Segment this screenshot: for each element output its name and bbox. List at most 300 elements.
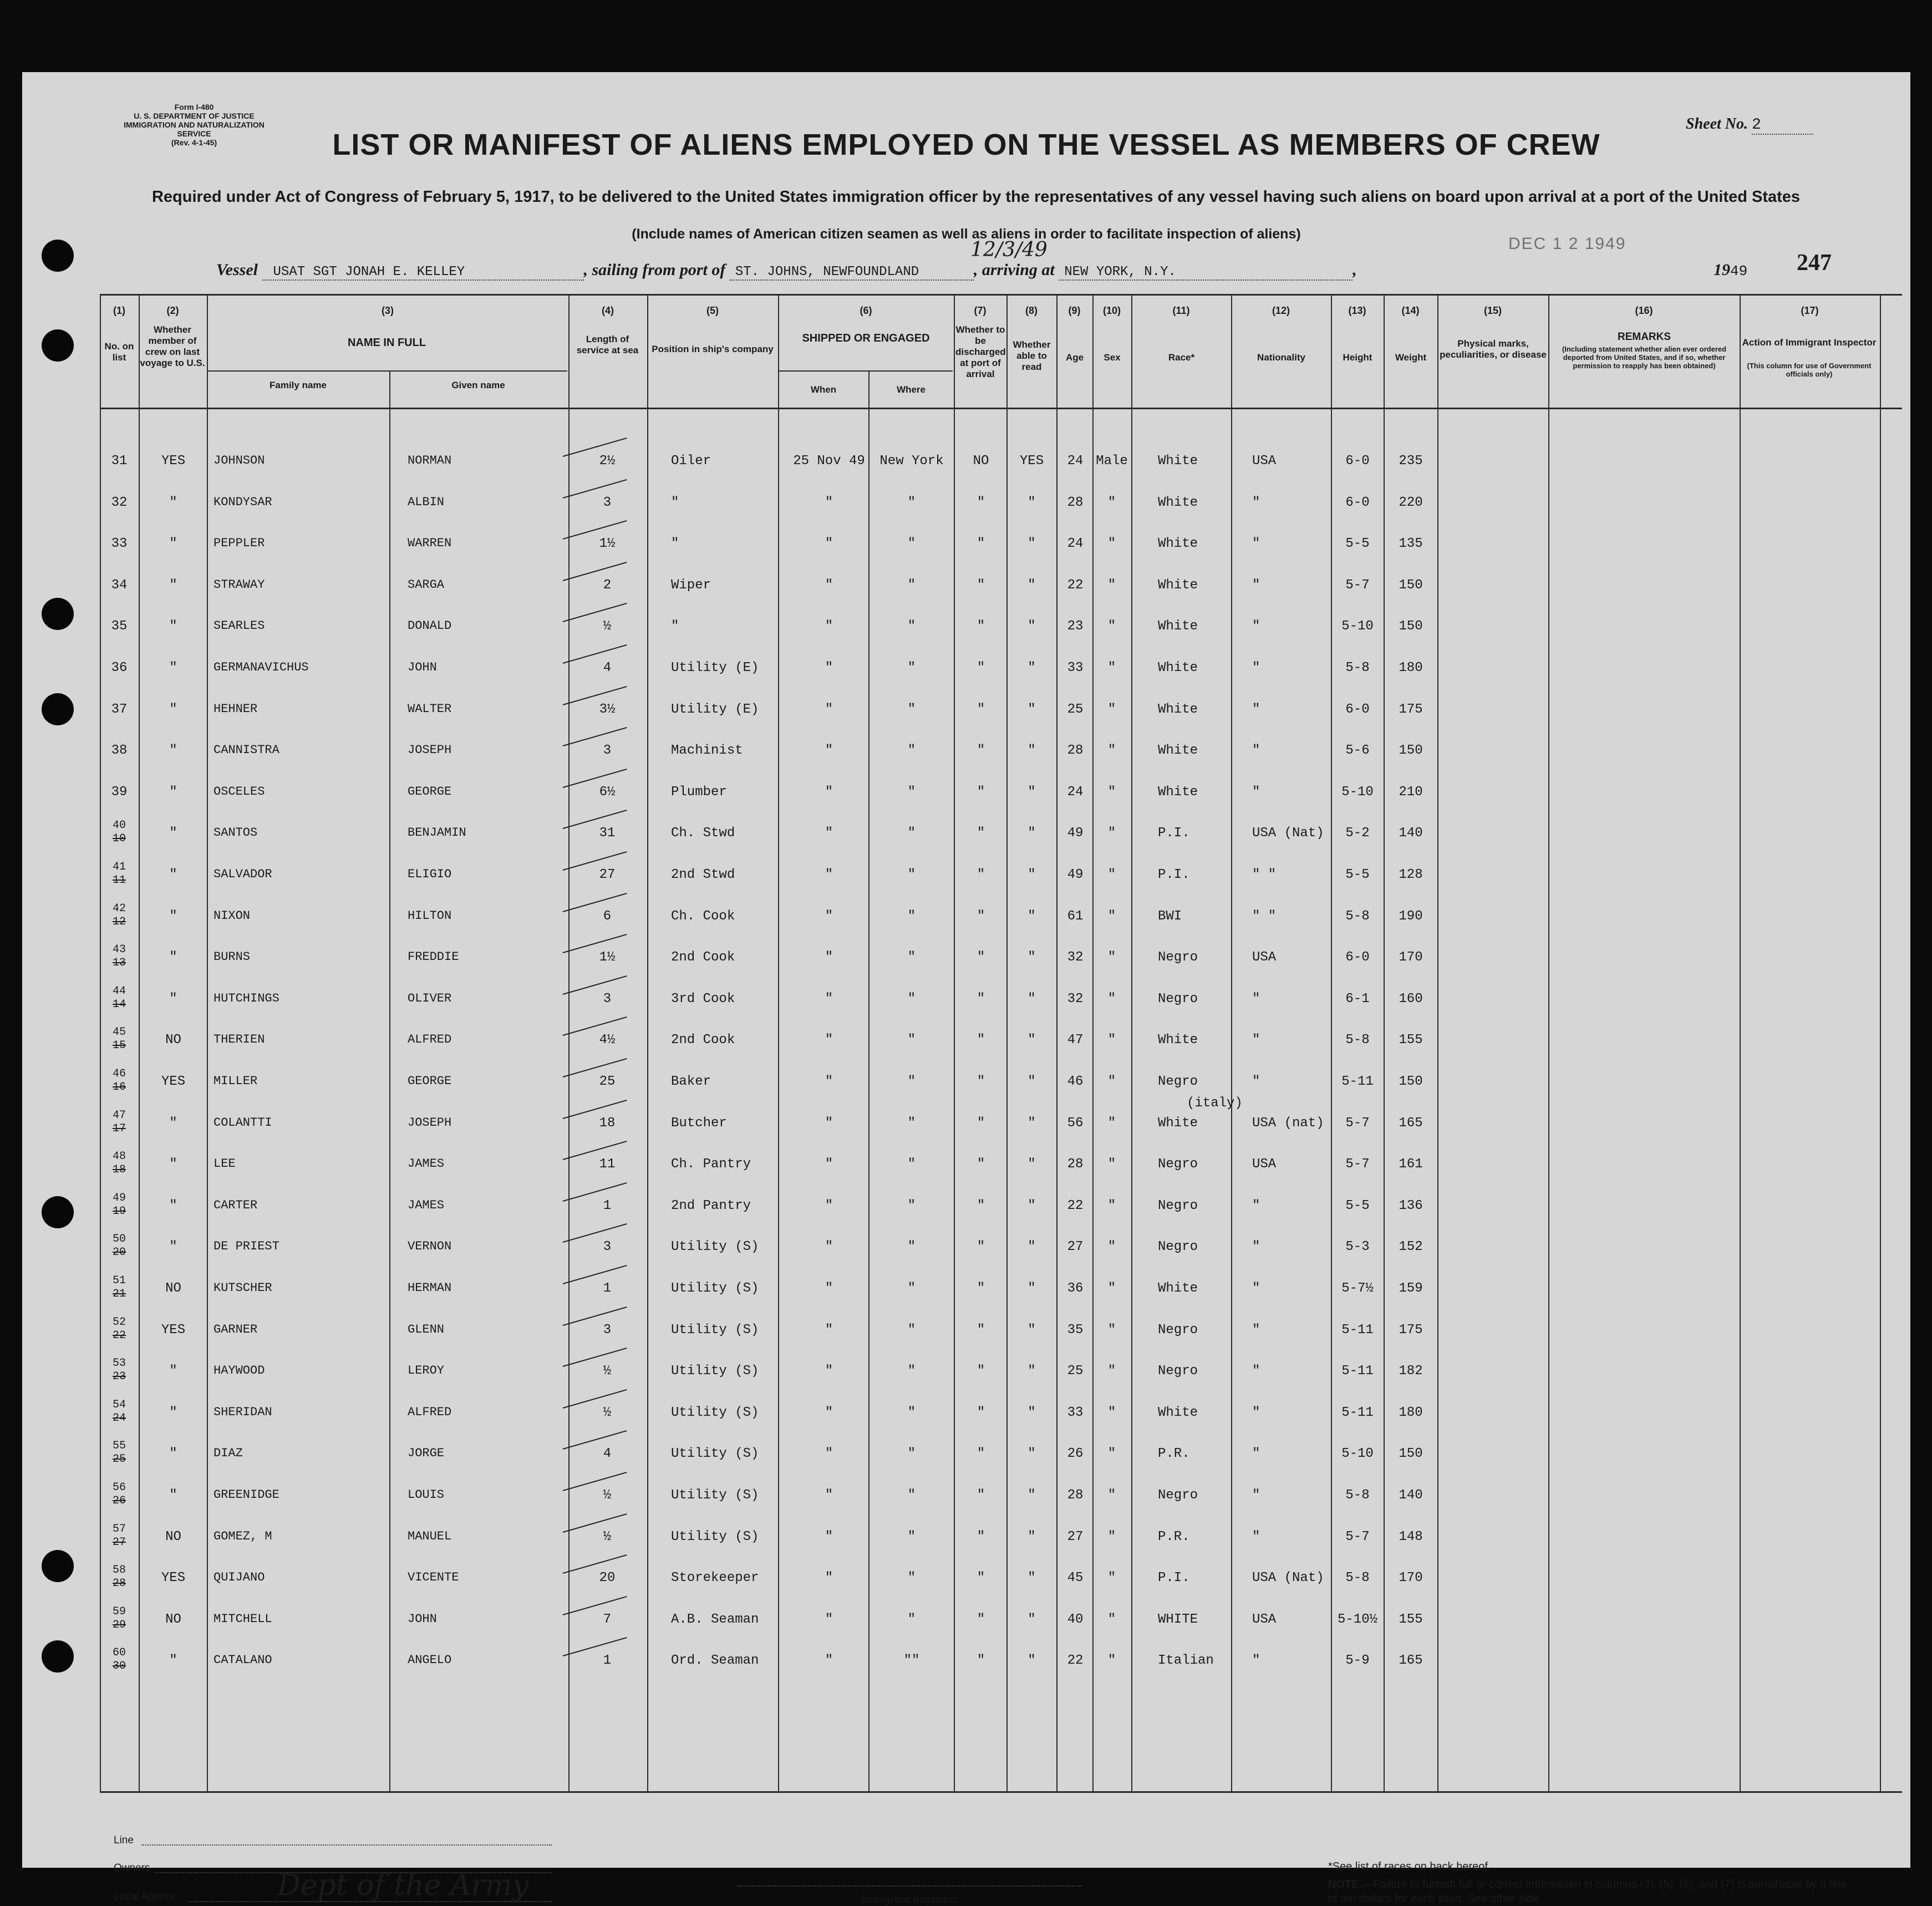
- cell-race: White: [1158, 578, 1198, 593]
- cell-when: ": [825, 1281, 833, 1296]
- cell-read: ": [1028, 536, 1036, 551]
- cell-height: 5-8: [1345, 1488, 1370, 1503]
- cell-position: Butcher: [671, 1116, 727, 1131]
- cell-weight: 165: [1399, 1653, 1423, 1668]
- cell-height: 5-11: [1341, 1405, 1374, 1420]
- arriving-port: NEW YORK, N.Y.: [1059, 265, 1353, 281]
- cell-age: 32: [1067, 950, 1084, 965]
- cell-where: ": [907, 619, 916, 634]
- cell-family: CARTER: [213, 1198, 258, 1212]
- cell-nat: ": [1252, 785, 1260, 800]
- cell-last: ": [169, 743, 177, 758]
- cell-last: ": [169, 1157, 177, 1172]
- cell-service: ½: [603, 1405, 612, 1420]
- cell-weight: 165: [1399, 1116, 1423, 1131]
- cell-disch: ": [977, 1653, 985, 1668]
- cell-given: OLIVER: [408, 992, 452, 1005]
- header-weight: Weight: [1395, 352, 1427, 363]
- cell-weight: 182: [1399, 1364, 1423, 1379]
- cell-sex: ": [1107, 1446, 1116, 1461]
- cell-height: 5-10½: [1337, 1612, 1377, 1627]
- cell-position: ": [671, 495, 679, 510]
- cell-weight: 170: [1399, 950, 1423, 965]
- prior-row-number: 16: [112, 1081, 126, 1094]
- cell-weight: 128: [1399, 867, 1423, 882]
- row-number: 45: [112, 1026, 126, 1039]
- cell-where: ": [907, 1157, 916, 1172]
- header-name-in-full: NAME IN FULL: [347, 337, 426, 349]
- cell-race: White: [1158, 495, 1198, 510]
- cell-where: ": [907, 536, 916, 551]
- cell-given: ALFRED: [408, 1405, 452, 1419]
- column-number: (8): [1025, 305, 1038, 316]
- cell-given: HERMAN: [408, 1281, 452, 1295]
- cell-service: 11: [599, 1157, 616, 1172]
- cell-race: Negro: [1158, 1239, 1198, 1254]
- cell-read: ": [1028, 1612, 1036, 1627]
- cell-height: 5-7: [1345, 1116, 1370, 1131]
- cell-sex: ": [1107, 743, 1116, 758]
- cell-read: ": [1028, 1653, 1036, 1668]
- cell-disch: NO: [973, 454, 989, 469]
- cell-family: COLANTTI: [213, 1116, 272, 1130]
- cell-age: 36: [1067, 1281, 1084, 1296]
- cell-age: 24: [1067, 454, 1084, 469]
- cell-height: 5-9: [1345, 1653, 1370, 1668]
- column-rule: [1331, 294, 1332, 1792]
- cell-last: NO: [165, 1529, 181, 1544]
- cell-given: SARGA: [408, 578, 445, 592]
- prior-row-number: 13: [112, 957, 126, 969]
- cell-race: White: [1158, 1281, 1198, 1296]
- cell-nat: ": [1252, 1033, 1260, 1048]
- cell-when: ": [825, 1529, 833, 1544]
- cell-service: 18: [599, 1116, 616, 1131]
- cell-where: New York: [879, 454, 944, 469]
- column-number: (17): [1801, 305, 1819, 316]
- cell-service: ½: [603, 1529, 612, 1544]
- cell-last: YES: [161, 1074, 186, 1089]
- column-rule: [568, 294, 570, 1792]
- cell-height: 5-5: [1345, 1198, 1370, 1213]
- form-instruction: (Include names of American citizen seamen as well as aliens in order to facilitate inspection of aliens): [632, 226, 1301, 242]
- cell-nat: ": [1252, 743, 1260, 758]
- cell-sex: ": [1107, 1281, 1116, 1296]
- cell-last: ": [169, 578, 177, 593]
- cell-when: ": [825, 1364, 833, 1379]
- cell-position: Machinist: [671, 743, 743, 758]
- column-number: (10): [1102, 305, 1121, 316]
- cell-nat: ": [1252, 1198, 1260, 1213]
- cell-height: 5-7: [1345, 578, 1370, 593]
- cell-disch: ": [977, 785, 985, 800]
- vessel-name: USAT SGT JONAH E. KELLEY: [262, 265, 584, 281]
- cell-disch: ": [977, 992, 985, 1007]
- cell-nat: ": [1252, 702, 1260, 717]
- cell-family: LEE: [213, 1157, 236, 1171]
- cell-read: ": [1028, 1529, 1036, 1544]
- binder-hole: [42, 693, 74, 725]
- cell-last: YES: [161, 1570, 186, 1585]
- table-top-border: [100, 294, 1902, 296]
- column-rule: [1548, 294, 1549, 1792]
- cell-age: 40: [1067, 1612, 1084, 1627]
- cell-when: ": [825, 909, 833, 924]
- cell-read: ": [1028, 867, 1036, 882]
- cell-nat: USA (Nat): [1252, 826, 1324, 841]
- column-rule: [1437, 294, 1438, 1792]
- row-number: 34: [111, 578, 128, 593]
- column-rule: [1384, 294, 1385, 1792]
- cell-age: 33: [1067, 660, 1084, 675]
- cell-position: Plumber: [671, 785, 727, 800]
- cell-disch: ": [977, 867, 985, 882]
- cell-disch: ": [977, 1074, 985, 1089]
- cell-disch: ": [977, 1281, 985, 1296]
- cell-race: Negro: [1158, 950, 1198, 965]
- cell-weight: 155: [1399, 1612, 1423, 1627]
- cell-nat: ": [1252, 1529, 1260, 1544]
- cell-last: ": [169, 660, 177, 675]
- row-number: 55: [112, 1440, 126, 1452]
- cell-family: CATALANO: [213, 1653, 272, 1667]
- cell-age: 61: [1067, 909, 1084, 924]
- header-inspector-action: Action of Immigrant Inspector: [1742, 337, 1877, 348]
- cell-age: 26: [1067, 1446, 1084, 1461]
- column-number: (9): [1068, 305, 1081, 316]
- cell-when: ": [825, 578, 833, 593]
- cell-when: ": [825, 826, 833, 841]
- page-title: LIST OR MANIFEST OF ALIENS EMPLOYED ON THE VESSEL AS MEMBERS OF CREW: [332, 128, 1600, 161]
- cell-family: SEARLES: [213, 619, 265, 633]
- cell-given: GLENN: [408, 1323, 445, 1336]
- column-rule: [139, 294, 140, 1792]
- cell-sex: ": [1107, 619, 1116, 634]
- cell-read: ": [1028, 495, 1036, 510]
- prior-row-number: 25: [112, 1453, 126, 1466]
- cell-sex: ": [1107, 702, 1116, 717]
- cell-last: ": [169, 992, 177, 1007]
- cell-where: "": [903, 1653, 920, 1668]
- cell-sex: ": [1107, 578, 1116, 593]
- row-number: 48: [112, 1150, 126, 1163]
- cell-family: SALVADOR: [213, 867, 272, 881]
- cell-sex: ": [1107, 1364, 1116, 1379]
- cell-weight: 155: [1399, 1033, 1423, 1048]
- cell-position: Wiper: [671, 578, 711, 593]
- cell-race: Negro: [1158, 1074, 1198, 1089]
- fine-note: [1328, 1877, 1849, 1906]
- cell-given: MANUEL: [408, 1529, 452, 1543]
- cell-read: ": [1028, 1446, 1036, 1461]
- header-race: Race*: [1168, 352, 1195, 363]
- page-number: 247: [1797, 250, 1832, 276]
- prior-row-number: 11: [112, 874, 126, 887]
- row-number: 49: [112, 1192, 126, 1204]
- row-number: 57: [112, 1523, 126, 1536]
- cell-service: 3: [603, 1323, 612, 1338]
- column-number: (3): [382, 305, 394, 316]
- cell-height: 5-6: [1345, 743, 1370, 758]
- column-number: (5): [706, 305, 719, 316]
- row-number: 40: [112, 819, 126, 832]
- shipped-subheader-rule: [779, 370, 953, 372]
- cell-read: ": [1028, 619, 1036, 634]
- cell-last: ": [169, 826, 177, 841]
- note-text: —Failure to furnish full or correct information in columns (3), (5), (6), and (7) is punishable by a fine of ten dollars for each alien. See other side.: [1328, 1878, 1847, 1905]
- row-number: 58: [112, 1564, 126, 1577]
- row-number: 53: [112, 1357, 126, 1370]
- cell-where: ": [907, 1074, 916, 1089]
- column-rule: [1740, 294, 1741, 1792]
- cell-sex: ": [1107, 867, 1116, 882]
- cell-when: ": [825, 495, 833, 510]
- column-number: (14): [1401, 305, 1420, 316]
- prior-row-number: 24: [112, 1412, 126, 1425]
- cell-sex: ": [1107, 826, 1116, 841]
- row-number: 60: [112, 1646, 126, 1659]
- column-rule: [1231, 294, 1232, 1792]
- cell-race: P.I.: [1158, 1570, 1190, 1585]
- cell-when: ": [825, 619, 833, 634]
- cell-nat: ": [1252, 536, 1260, 551]
- cell-sex: ": [1107, 1239, 1116, 1254]
- column-number: (11): [1172, 305, 1190, 316]
- cell-disch: ": [977, 1033, 985, 1048]
- cell-height: 5-11: [1341, 1323, 1374, 1338]
- cell-last: ": [169, 950, 177, 965]
- cell-sex: ": [1107, 1198, 1116, 1213]
- cell-sex: ": [1107, 950, 1116, 965]
- cell-when: ": [825, 1612, 833, 1627]
- cell-family: DIAZ: [213, 1446, 243, 1460]
- cell-disch: ": [977, 1612, 985, 1627]
- cell-age: 28: [1067, 1488, 1084, 1503]
- cell-last: ": [169, 785, 177, 800]
- cell-family: GREENIDGE: [213, 1488, 279, 1502]
- cell-weight: 220: [1399, 495, 1423, 510]
- arriving-label: , arriving at: [973, 261, 1055, 279]
- cell-nat: ": [1252, 1239, 1260, 1254]
- cell-read: ": [1028, 1281, 1036, 1296]
- cell-position: Utility (S): [671, 1488, 759, 1503]
- prior-row-number: 20: [112, 1246, 126, 1259]
- cell-race: White: [1158, 702, 1198, 717]
- header-discharged: Whether to be discharged at port of arrival: [955, 324, 1006, 379]
- cell-service: ½: [603, 1488, 612, 1503]
- cell-height: 5-11: [1341, 1074, 1374, 1089]
- cell-nat: ": [1252, 1405, 1260, 1420]
- cell-given: WARREN: [408, 536, 452, 550]
- prior-row-number: 19: [112, 1205, 126, 1218]
- cell-read: ": [1028, 702, 1036, 717]
- cell-when: ": [825, 1323, 833, 1338]
- cell-family: JOHNSON: [213, 454, 265, 467]
- cell-age: 35: [1067, 1323, 1084, 1338]
- cell-sex: Male: [1096, 454, 1128, 469]
- header-physical-marks: Physical marks, peculiarities, or disease: [1440, 338, 1547, 360]
- row-number: 31: [111, 454, 128, 469]
- year-value: 49: [1730, 263, 1748, 279]
- cell-nat: ": [1252, 495, 1260, 510]
- cell-height: 5-7: [1345, 1157, 1370, 1172]
- cell-weight: 152: [1399, 1239, 1423, 1254]
- cell-when: ": [825, 1198, 833, 1213]
- column-rule: [647, 294, 648, 1792]
- column-number: (16): [1635, 305, 1653, 316]
- column-number: (13): [1348, 305, 1366, 316]
- cell-race: White: [1158, 1405, 1198, 1420]
- cell-weight: 150: [1399, 578, 1423, 593]
- cell-when: ": [825, 536, 833, 551]
- cell-given: ALFRED: [408, 1033, 452, 1046]
- cell-weight: 161: [1399, 1157, 1423, 1172]
- cell-nat: USA: [1252, 1612, 1277, 1627]
- cell-age: 28: [1067, 1157, 1084, 1172]
- cell-where: ": [907, 1405, 916, 1420]
- inspector-signature-line: [738, 1885, 1081, 1887]
- cell-position: A.B. Seaman: [671, 1612, 759, 1627]
- cell-race: P.I.: [1158, 867, 1190, 882]
- cell-weight: 159: [1399, 1281, 1423, 1296]
- prior-row-number: 10: [112, 832, 126, 845]
- cell-position: Storekeeper: [671, 1570, 759, 1585]
- row-number: 39: [111, 785, 128, 800]
- cell-read: ": [1028, 660, 1036, 675]
- row-number: 42: [112, 902, 126, 915]
- cell-height: 5-7: [1345, 1529, 1370, 1544]
- cell-where: ": [907, 578, 916, 593]
- cell-disch: ": [977, 909, 985, 924]
- cell-read: ": [1028, 1239, 1036, 1254]
- agents-signature: Dept of the Army: [277, 1869, 529, 1902]
- column-rule: [954, 294, 955, 1792]
- column-rule: [1056, 294, 1057, 1792]
- cell-nat: ": [1252, 1281, 1260, 1296]
- cell-disch: ": [977, 1570, 985, 1585]
- header-length-of-service: Length of service at sea: [576, 334, 639, 355]
- vessel-label: Vessel: [216, 261, 258, 279]
- cell-age: 28: [1067, 743, 1084, 758]
- year-field: [1714, 261, 1747, 279]
- cell-race: Negro: [1158, 992, 1198, 1007]
- binder-hole: [42, 598, 74, 630]
- cell-nat: ": [1252, 578, 1260, 593]
- cell-disch: ": [977, 536, 985, 551]
- vessel-line: Vessel USAT SGT JONAH E. KELLEY , sailing from port of ST. JOHNS, NEWFOUNDLAND , arriving at NEW YORK, N.Y. ,: [216, 261, 1357, 279]
- prior-row-number: 12: [112, 916, 126, 928]
- cell-given: JORGE: [408, 1446, 445, 1460]
- prior-row-number: 14: [112, 998, 126, 1011]
- cell-read: ": [1028, 1323, 1036, 1338]
- cell-race: Italian: [1158, 1653, 1214, 1668]
- cell-position: Ch. Stwd: [671, 826, 735, 841]
- sailing-port: ST. JOHNS, NEWFOUNDLAND: [730, 265, 974, 281]
- cell-read: ": [1028, 785, 1036, 800]
- cell-where: ": [907, 702, 916, 717]
- cell-family: MITCHELL: [213, 1612, 272, 1626]
- cell-where: ": [907, 1281, 916, 1296]
- cell-where: ": [907, 1364, 916, 1379]
- cell-weight: 136: [1399, 1198, 1423, 1213]
- cell-height: 5-8: [1345, 1033, 1370, 1048]
- cell-disch: ": [977, 1446, 985, 1461]
- column-number: (1): [113, 305, 125, 316]
- cell-service: 1: [603, 1653, 612, 1668]
- cell-when: ": [825, 950, 833, 965]
- cell-when: ": [825, 785, 833, 800]
- cell-age: 22: [1067, 1653, 1084, 1668]
- column-rule: [778, 294, 779, 1792]
- cell-weight: 180: [1399, 660, 1423, 675]
- cell-last: ": [169, 1653, 177, 1668]
- row-number: 56: [112, 1481, 126, 1494]
- cell-service: 1½: [599, 536, 616, 551]
- form-number: Form I-480: [174, 103, 214, 111]
- column-number: (15): [1483, 305, 1502, 316]
- cell-when: ": [825, 1116, 833, 1131]
- cell-service: 20: [599, 1570, 616, 1585]
- cell-weight: 150: [1399, 1074, 1423, 1089]
- cell-sex: ": [1107, 909, 1116, 924]
- prior-row-number: 18: [112, 1163, 126, 1176]
- cell-where: ": [907, 867, 916, 882]
- cell-read: ": [1028, 743, 1036, 758]
- cell-nat: USA: [1252, 454, 1277, 469]
- cell-family: STRAWAY: [213, 578, 265, 592]
- prior-row-number: 23: [112, 1370, 126, 1383]
- column-rule: [1880, 294, 1881, 1792]
- cell-service: 2½: [599, 454, 616, 469]
- cell-given: ELIGIO: [408, 867, 452, 881]
- header-when: When: [810, 384, 837, 395]
- cell-weight: 140: [1399, 826, 1423, 841]
- cell-sex: ": [1107, 1074, 1116, 1089]
- header-inspector-note: (This column for use of Government officials only): [1747, 362, 1872, 378]
- cell-last: ": [169, 495, 177, 510]
- cell-given: BENJAMIN: [408, 826, 466, 840]
- cell-given: JOHN: [408, 1612, 437, 1626]
- cell-read: ": [1028, 950, 1036, 965]
- cell-family: GOMEZ, M: [213, 1529, 272, 1543]
- races-note: *See list of races on back hereof.: [1328, 1861, 1491, 1873]
- cell-sex: ": [1107, 1488, 1116, 1503]
- cell-when: ": [825, 1157, 833, 1172]
- cell-read: ": [1028, 1570, 1036, 1585]
- row-number: 38: [111, 743, 128, 758]
- cell-family: NIXON: [213, 909, 251, 923]
- cell-last: ": [169, 867, 177, 882]
- cell-last: ": [169, 1116, 177, 1131]
- cell-given: FREDDIE: [408, 950, 459, 964]
- cell-race: White: [1158, 1116, 1198, 1131]
- prior-row-number: 28: [112, 1577, 126, 1590]
- cell-weight: 160: [1399, 992, 1423, 1007]
- cell-service: 1½: [599, 950, 616, 965]
- owners-label: Owners: [114, 1862, 150, 1874]
- row-number: 52: [112, 1316, 126, 1329]
- header-remarks: REMARKS: [1617, 331, 1671, 343]
- cell-position: 2nd Cook: [671, 950, 735, 965]
- line-field: [141, 1844, 552, 1846]
- cell-weight: 135: [1399, 536, 1423, 551]
- cell-race-note: (italy): [1187, 1096, 1243, 1111]
- cell-read: ": [1028, 1405, 1036, 1420]
- cell-given: DONALD: [408, 619, 452, 633]
- cell-race: White: [1158, 1033, 1198, 1048]
- local-agents-label: Local Agents: [114, 1891, 174, 1903]
- cell-age: 22: [1067, 1198, 1084, 1213]
